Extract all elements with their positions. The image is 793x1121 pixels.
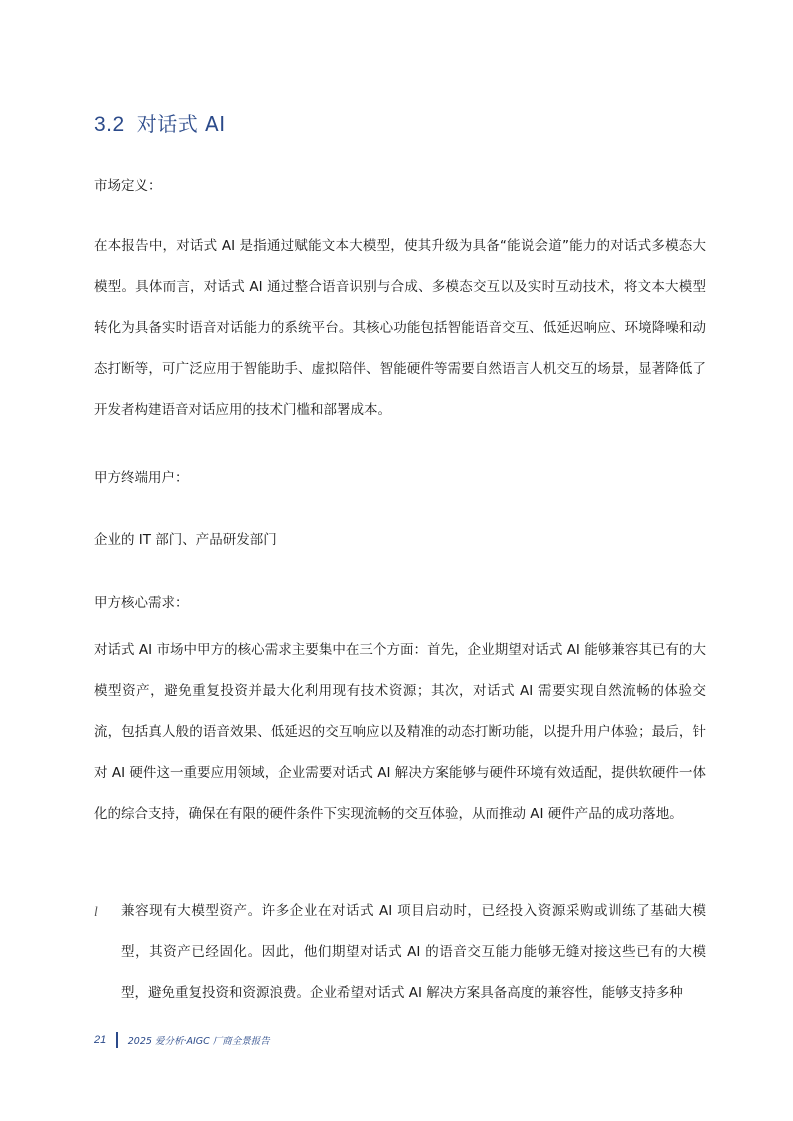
section-title: 对话式 AI: [136, 112, 226, 136]
end-users-label: 甲方终端用户：: [94, 470, 189, 486]
bullet-text: 兼容现有大模型资产。许多企业在对话式 AI 项目启动时，已经投入资源采购或训练了基础大模型，其资产已经固化。因此，他们期望对话式 AI 的语音交互能力能够无缝对接这些已有的大模型，避免重复投资和资源浪费。企业希望对话式 AI 解决方案具备高度的兼容性，能够支持多种: [121, 903, 706, 1001]
core-needs-label: 甲方核心需求：: [94, 595, 189, 611]
market-definition-label: 市场定义：: [94, 178, 162, 194]
bullet-item: [94, 891, 706, 1014]
section-number: 3.2: [94, 113, 125, 136]
footer-title: 2025 爱分析·AIGC 厂商全景报告: [127, 1036, 270, 1047]
page-number: 21: [94, 1034, 107, 1046]
section-heading: [94, 108, 226, 137]
page-footer: [94, 1032, 270, 1048]
market-definition-text: 在本报告中，对话式 AI 是指通过赋能文本大模型，使其升级为具备“能说会道”能力的对话式多模态大模型。具体而言，对话式 AI 通过整合语音识别与合成、多模态交互以及实时互动技术，将文本大模型转化为具备实时语音对话能力的系统平台。其核心功能包括智能语音交互、低延迟响应、环境降噪和动态打断等，可广泛应用于智能助手、虚拟陪伴、智能硬件等需要自然语言人机交互的场景，显著降低了开发者构建语音对话应用的技术门槛和部署成本。: [94, 238, 706, 418]
core-needs-text: 对话式 AI 市场中甲方的核心需求主要集中在三个方面：首先，企业期望对话式 AI 能够兼容其已有的大模型资产，避免重复投资并最大化利用现有技术资源；其次，对话式 AI 需要实现自然流畅的体验交流，包括真人般的语音效果、低延迟的交互响应以及精准的动态打断功能，以提升用户体验；最后，针对 AI 硬件这一重要应用领域，企业需要对话式 AI 解决方案能够与硬件环境有效适配，提供软硬件一体化的综合支持，确保在有限的硬件条件下实现流畅的交互体验，从而推动 AI 硬件产品的成功落地。: [94, 642, 706, 822]
end-users-text: 企业的 IT 部门、产品研发部门: [94, 532, 277, 548]
footer-divider: [116, 1032, 118, 1048]
bullet-marker: l: [94, 904, 98, 919]
